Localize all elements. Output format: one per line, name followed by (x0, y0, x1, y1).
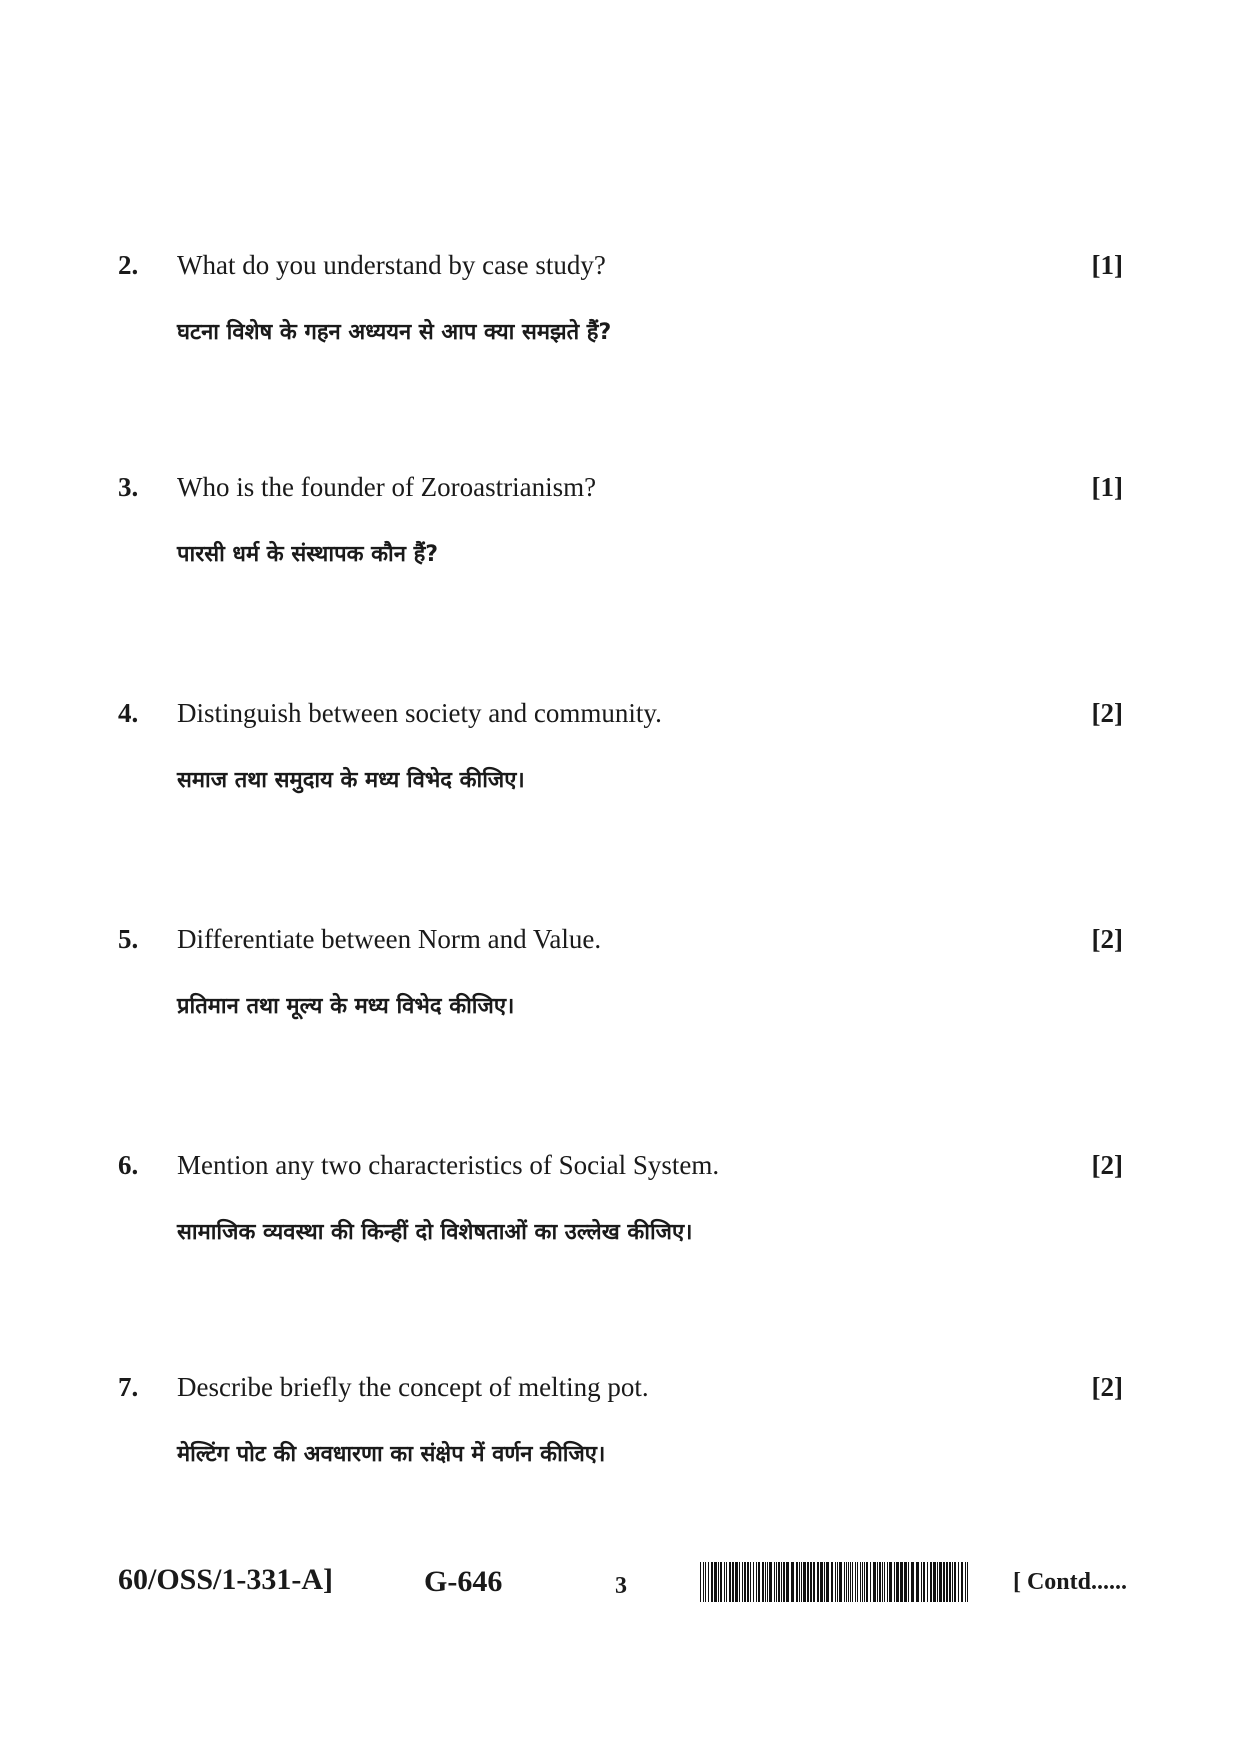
barcode-bar (877, 1562, 878, 1602)
barcode-bar (857, 1562, 858, 1602)
question-number: 3. (118, 472, 139, 502)
barcode-bar (927, 1562, 928, 1602)
barcode-bar (862, 1562, 863, 1602)
barcode-bar (729, 1562, 731, 1602)
barcode-bar (753, 1562, 754, 1602)
barcode-bar (801, 1562, 802, 1602)
barcode-bar (732, 1562, 734, 1602)
question-marks: [2] (1091, 698, 1123, 728)
barcode-bar (870, 1562, 871, 1602)
question-text-english: Describe briefly the concept of melting pot. (177, 1372, 649, 1402)
barcode-bar (896, 1562, 899, 1602)
barcode-bar (946, 1562, 948, 1602)
barcode-bar (711, 1562, 713, 1602)
barcode-bar (954, 1562, 956, 1602)
barcode-bar (965, 1562, 966, 1602)
barcode-icon (700, 1562, 970, 1602)
page-footer (0, 1560, 1241, 1610)
barcode-bar (791, 1562, 794, 1602)
barcode-bar (873, 1562, 876, 1602)
question-number: 7. (118, 1372, 139, 1402)
question-number: 6. (118, 1150, 139, 1180)
barcode-bar (705, 1562, 706, 1602)
barcode-bar (904, 1562, 907, 1602)
barcode-bar (952, 1562, 953, 1602)
barcode-bar (765, 1562, 766, 1602)
question-number: 5. (118, 924, 139, 954)
barcode-bar (708, 1562, 709, 1602)
question-text-english: Mention any two characteristics of Social System. (177, 1150, 720, 1180)
barcode-bar (769, 1562, 772, 1602)
barcode-bar (718, 1562, 719, 1602)
barcode-bar (937, 1562, 938, 1602)
barcode-bar (961, 1562, 963, 1602)
barcode-bar (735, 1562, 738, 1602)
barcode-bar (958, 1562, 959, 1602)
barcode-bar (882, 1562, 883, 1602)
barcode-bar (776, 1562, 777, 1602)
barcode-bar (824, 1562, 825, 1602)
barcode-bar (826, 1562, 829, 1602)
question-text-english: Differentiate between Norm and Value. (177, 924, 602, 954)
barcode-bar (866, 1562, 868, 1602)
barcode-bar (762, 1562, 764, 1602)
barcode-bar (846, 1562, 847, 1602)
question-marks: [2] (1091, 1372, 1123, 1402)
barcode-bar (848, 1562, 849, 1602)
barcode-bar (803, 1562, 806, 1602)
barcode-bar (726, 1562, 727, 1602)
barcode-bar (894, 1562, 895, 1602)
barcode-bar (852, 1562, 853, 1602)
barcode-bar (724, 1562, 725, 1602)
barcode-bar (774, 1562, 775, 1602)
barcode-bar (756, 1562, 757, 1602)
question-text-hindi: पारसी धर्म के संस्थापक कौन हैं? (177, 542, 439, 567)
barcode-bar (807, 1562, 809, 1602)
question-text-hindi: घटना विशेष के गहन अध्ययन से आप क्या समझते हैं? (177, 320, 612, 345)
question-text-hindi: प्रतिमान तथा मूल्य के मध्य विभेद कीजिए। (177, 994, 515, 1019)
question-number: 2. (118, 250, 139, 280)
barcode-bar (739, 1562, 740, 1602)
barcode-bar (864, 1562, 865, 1602)
barcode-bar (943, 1562, 945, 1602)
barcode-bar (810, 1562, 812, 1602)
barcode-bar (900, 1562, 903, 1602)
barcode-bar (747, 1562, 749, 1602)
question-marks: [2] (1091, 924, 1123, 954)
barcode-bar (700, 1562, 701, 1602)
barcode-bar (714, 1562, 717, 1602)
barcode-bar (744, 1562, 746, 1602)
continued-label: [ Contd...... (1012, 1569, 1127, 1595)
barcode-bar (839, 1562, 842, 1602)
question-text-hindi: समाज तथा समुदाय के मध्य विभेद कीजिए। (177, 768, 525, 793)
question-marks: [2] (1091, 1150, 1123, 1180)
paper-code: 60/OSS/1-331-A] (118, 1563, 334, 1596)
question-text-english: Who is the founder of Zoroastrianism? (177, 472, 597, 502)
page-number: 3 (615, 1573, 627, 1599)
barcode-bar (921, 1562, 922, 1602)
barcode-bar (879, 1562, 881, 1602)
barcode-bar (820, 1562, 823, 1602)
barcode-bar (911, 1562, 914, 1602)
barcode-bar (889, 1562, 892, 1602)
barcode-bar (933, 1562, 936, 1602)
barcode-bar (855, 1562, 856, 1602)
question-text-english: What do you understand by case study? (177, 250, 606, 280)
barcode-bar (850, 1562, 851, 1602)
barcode-bar (939, 1562, 942, 1602)
barcode-bar (884, 1562, 885, 1602)
barcode-bar (778, 1562, 780, 1602)
question-marks: [1] (1091, 472, 1123, 502)
barcode-bar (781, 1562, 782, 1602)
barcode-bar (750, 1562, 751, 1602)
barcode-bar (923, 1562, 925, 1602)
series-code: G-646 (424, 1565, 503, 1598)
barcode-bar (835, 1562, 836, 1602)
question-text-hindi: मेल्टिंग पोट की अवधारणा का संक्षेप में वर्णन कीजिए। (177, 1442, 606, 1467)
barcode-bar (831, 1562, 833, 1602)
barcode-bar (742, 1562, 743, 1602)
barcode-bar (887, 1562, 888, 1602)
barcode-bar (703, 1562, 704, 1602)
barcode-bar (860, 1562, 861, 1602)
barcode-bar (813, 1562, 815, 1602)
barcode-bar (799, 1562, 800, 1602)
barcode-bar (837, 1562, 838, 1602)
barcode-bar (844, 1562, 845, 1602)
barcode-bar (720, 1562, 722, 1602)
barcode-bar (949, 1562, 951, 1602)
question-text-english: Distinguish between society and community. (177, 698, 662, 728)
question-text-hindi: सामाजिक व्यवस्था की किन्हीं दो विशेषताओं का उल्लेख कीजिए। (177, 1220, 693, 1245)
barcode-bar (930, 1562, 932, 1602)
barcode-bar (783, 1562, 785, 1602)
barcode-bar (796, 1562, 798, 1602)
question-number: 4. (118, 698, 139, 728)
barcode-bar (767, 1562, 768, 1602)
barcode-bar (916, 1562, 919, 1602)
barcode-bar (817, 1562, 819, 1602)
question-marks: [1] (1091, 250, 1123, 280)
barcode-bar (786, 1562, 789, 1602)
barcode-bar (758, 1562, 760, 1602)
barcode-bar (908, 1562, 909, 1602)
barcode-bar (967, 1562, 968, 1602)
